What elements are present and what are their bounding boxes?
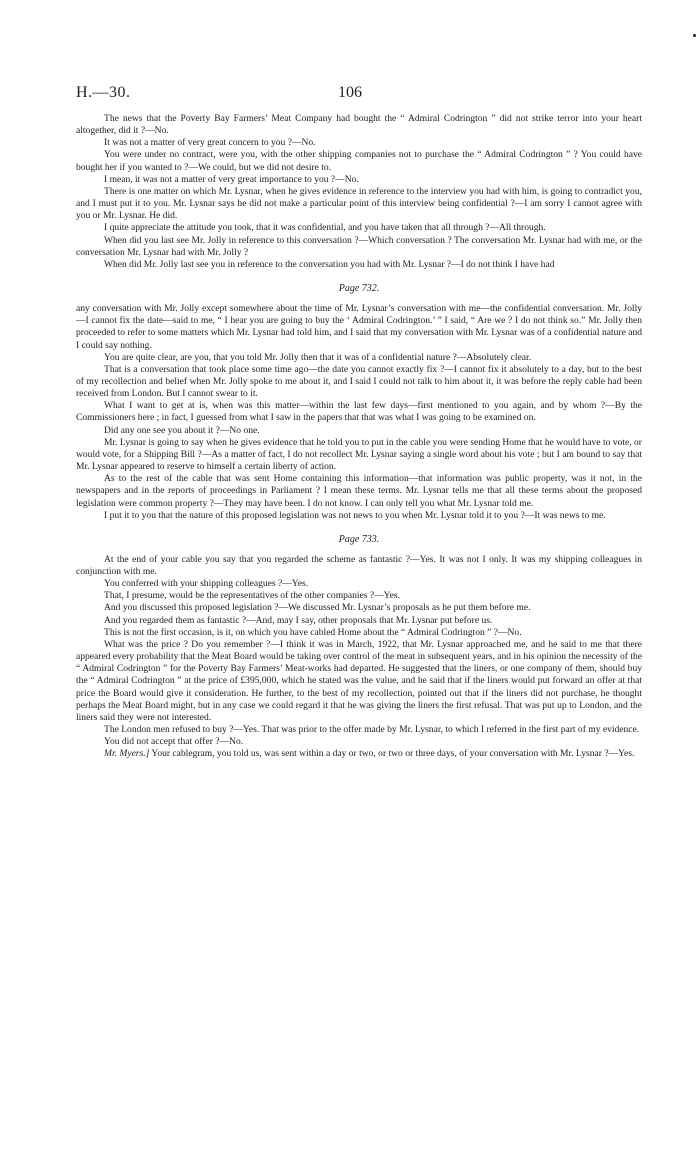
paragraph: Mr. Lysnar is going to say when he gives evidence that he told you to put in the cable you were sending Home that he would have to vote, or would vote, for a Shipping Bill ?—As a matter of fact, I do not recollect Mr. Lysnar saying a single word about his vote ; but I am bound to say that Mr. Lysnar appeared to reserve to himself a certain liberty of action. <box>76 436 642 473</box>
paragraph: You conferred with your shipping colleagues ?—Yes. <box>104 578 309 590</box>
paragraph: I quite appreciate the attitude you took, that it was confidential, and you have taken that all through ?—All through. <box>104 222 546 234</box>
paragraph: You were under no contract, were you, with the other shipping companies not to purchase the “ Admiral Codrington ” ? You could have bought her if you wanted to ?—We could, but we did not desire to. <box>76 149 642 173</box>
paragraph: At the end of your cable you say that you regarded the scheme as fantastic ?—Yes. It was not I only. It was my shipping colleagues in conjunction with me. <box>76 553 642 577</box>
paragraph: You did not accept that offer ?—No. <box>104 736 244 748</box>
page-number: 106 <box>338 84 362 101</box>
paragraph-continued: any conversation with Mr. Jolly except somewhere about the time of Mr. Lysnar’s conversation with me—the confidential conversation. Mr. Jolly—I cannot fix the date—said to me, “ I hear you are going to buy the ‘ Admiral Codrington.’ ” I said, “ Are we ? I do not think so.” Mr. Jolly then proceeded to refer to some matters which Mr. Lysnar had told him, and I said that my conversation with Mr. Lysnar was of a confidential nature and I could say nothing. <box>76 303 642 351</box>
speaker-label: Mr. Myers.] <box>104 748 150 760</box>
paragraph: When did Mr. Jolly last see you in reference to the conversation you had with Mr. Lysnar ?—I do not think I have had <box>104 258 555 270</box>
paragraph-text: Your cablegram, you told us, was sent within a day or two, or two or three days, of your conversation with Mr. Lysnar ?—Yes. <box>149 748 635 760</box>
paragraph: What I want to get at is, when was this matter—within the last few days—first mentioned to you again, and by whom ?—By the Commissioners here ; in fact, I guessed from what I saw in the papers that that was what I was going to be examined on. <box>76 400 642 424</box>
document-reference: H.—30. <box>76 84 131 101</box>
paragraph: This is not the first occasion, is it, on which you have cabled Home about the “ Admiral Codrington ” ?—No. <box>104 626 522 638</box>
transcript-block-2 <box>76 303 642 522</box>
paragraph: The news that the Poverty Bay Farmers’ Meat Company had bought the “ Admiral Codrington ” did not strike terror into your heart altogether, did it ?—No. <box>76 113 642 137</box>
transcript-block-3 <box>76 554 642 761</box>
paragraph: I put it to you that the nature of this proposed legislation was not news to you when Mr. Lysnar told it to you ?—It was news to me. <box>104 509 606 521</box>
paragraph: What was the price ? Do you remember ?—I think it was in March, 1922, that Mr. Lysnar approached me, and he said to me that there appeared every probability that the Meat Board would be taking over control of the meat in subsequent years, and in his opinion the necessity of the “ Admiral Codrington ” for the Poverty Bay Farmers’ Meat-works had departed. He suggested that the liners, or one company of them, should buy the “ Admiral Codrington ” at the price of £395,000, which he stated was the value, and he said that if the liners would put forward an offer at that price the Board would give it consideration. He further, to the best of my recollection, pointed out that if the liners did not purchase, he thought perhaps the Meat Board might, but in any case we could regard it that he was giving the liners the first refusal. That was put up to London, and the liners said they were not interested. <box>76 638 642 723</box>
paragraph: That is a conversation that took place some time ago—the date you cannot exactly fix ?—I cannot fix it absolutely to a day, but to the best of my recollection and belief when Mr. Jolly spoke to me about it, and I said I could not talk to him about it, it was before the reply cable had been received from London. But I cannot swear to it. <box>76 363 642 400</box>
paragraph: When did you last see Mr. Jolly in reference to this conversation ?—Which conversation ? The conversation Mr. Lysnar had with me, or the conversation Mr. Lysnar had with Mr. Jolly ? <box>76 234 642 258</box>
page-header <box>76 84 636 106</box>
page-label-732: Page 732. <box>338 283 380 295</box>
scan-edge-mark <box>693 34 696 37</box>
document-body <box>76 113 642 761</box>
paragraph: That, I presume, would be the representatives of the other companies ?—Yes. <box>104 590 400 602</box>
paragraph: As to the rest of the cable that was sent Home containing this information—that information was public property, was it not, in the newspapers and in the reports of proceedings in Parliament ? I mean these terms. Mr. Lysnar tells me that all these terms about the proposed legislation were common property ?—They may have been. I do not know. I can only tell you what Mr. Lysnar told me. <box>76 473 642 509</box>
transcript-block-1 <box>76 113 642 271</box>
paragraph: There is one matter on which Mr. Lysnar, when he gives evidence in reference to the interview you had with him, is going to contradict you, and I must put it to you. Mr. Lysnar says he did not make a particular point of this interview being confidential ?—I am sorry I cannot agree with you or Mr. Lysnar. He did. <box>76 185 642 222</box>
paragraph: It was not a matter of very great concern to you ?—No. <box>104 137 316 149</box>
paragraph: And you discussed this proposed legislation ?—We discussed Mr. Lysnar’s proposals as he put them before me. <box>104 602 531 614</box>
page-label-733: Page 733. <box>338 533 380 545</box>
paragraph: You are quite clear, are you, that you told Mr. Jolly then that it was of a confidential nature ?—Absolutely clear. <box>104 351 532 363</box>
paragraph: And you regarded them as fantastic ?—And, may I say, other proposals that Mr. Lysnar put before us. <box>104 614 493 626</box>
paragraph: Did any one see you about it ?—No one. <box>104 424 260 436</box>
paragraph: The London men refused to buy ?—Yes. That was prior to the offer made by Mr. Lysnar, to which I referred in the first part of my evidence. <box>104 724 640 736</box>
paragraph-with-speaker <box>76 748 642 760</box>
paragraph: I mean, it was not a matter of very great importance to you ?—No. <box>104 173 359 185</box>
